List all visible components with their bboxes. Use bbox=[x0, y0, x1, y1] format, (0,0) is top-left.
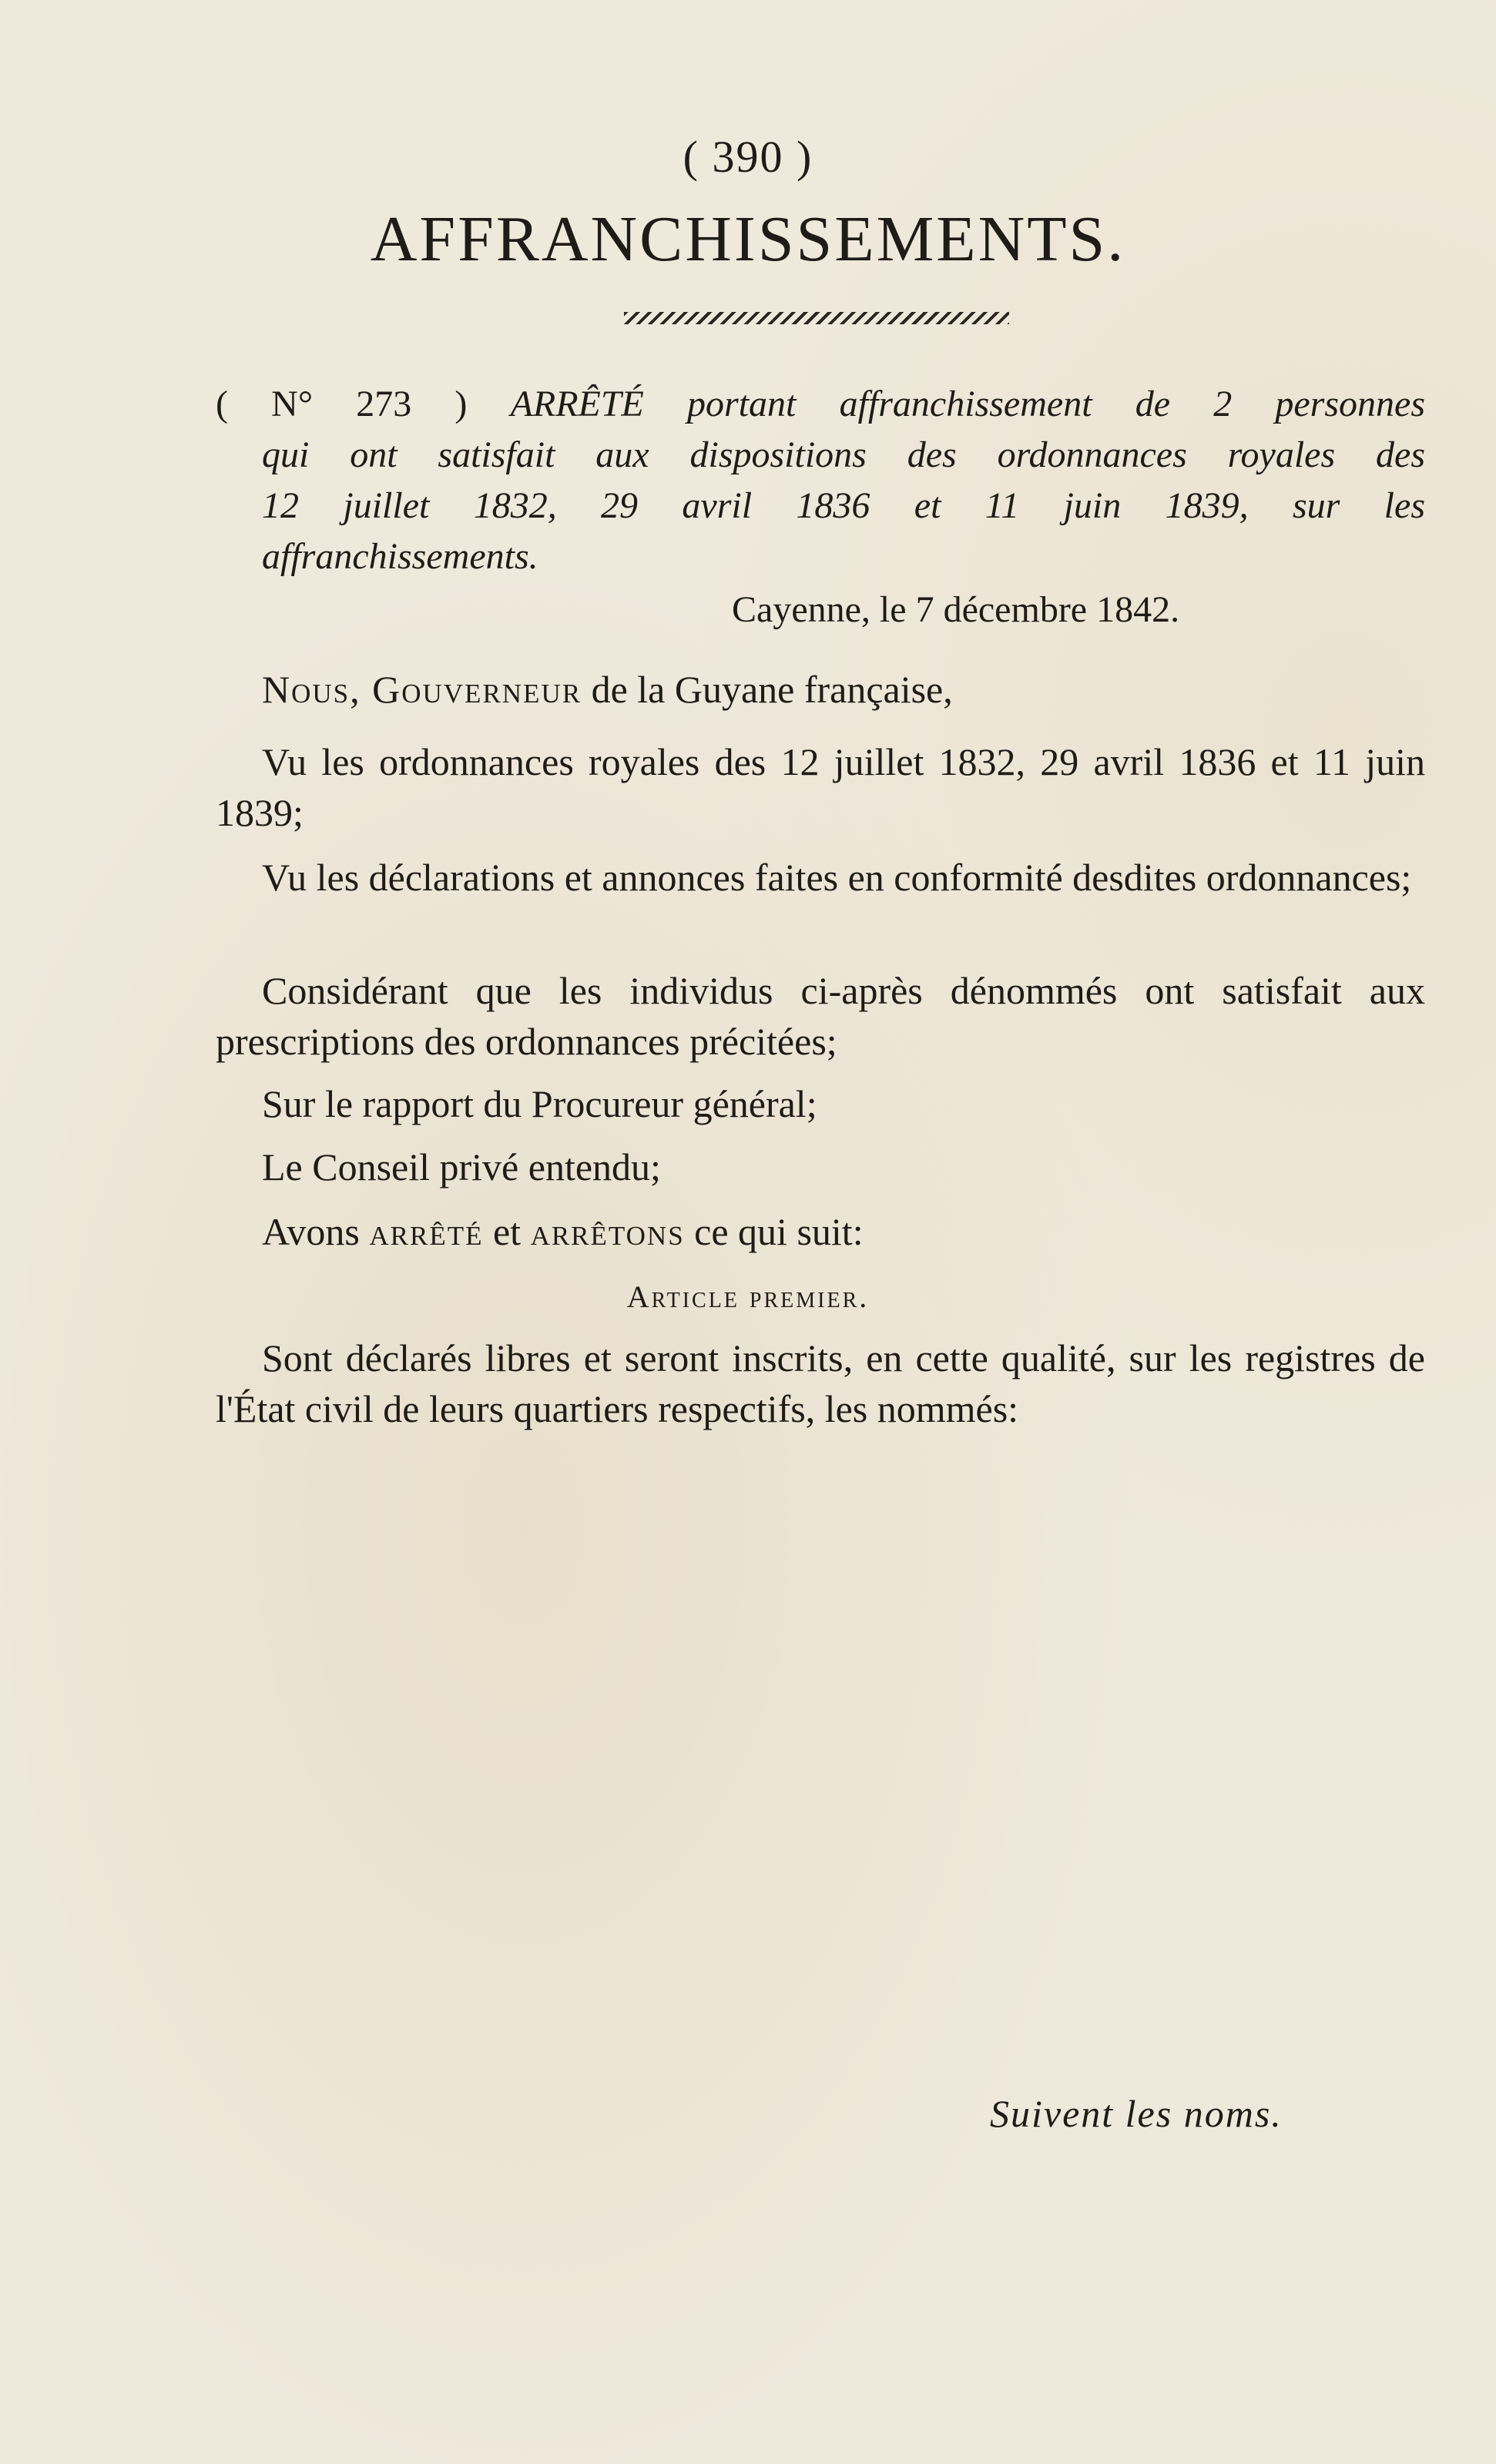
considerant-paragraph bbox=[216, 965, 1425, 1067]
conseil-paragraph bbox=[216, 1141, 1425, 1192]
page-number: ( 390 ) bbox=[683, 132, 813, 182]
arrete-title-line-4: affranchissements. bbox=[262, 536, 538, 577]
article-text: Sont déclarés libres et seront inscrits, en cette qualité, sur les registres de l'État civil de leurs quartiers respectifs, les nommés: bbox=[216, 1336, 1425, 1430]
vu-ordonnances-text: Vu les ordonnances royales des 12 juillet 1832, 29 avril 1836 et 11 juin 1839; bbox=[216, 740, 1425, 834]
vu-ordonnances-paragraph bbox=[216, 736, 1425, 838]
arrete-title-line-1: ARRÊTÉ portant affranchissement de 2 personnes bbox=[510, 384, 1426, 424]
nous-rest: de la Guyane française, bbox=[582, 668, 953, 711]
avons-paragraph bbox=[216, 1206, 1425, 1257]
avons-suffix: ce qui suit: bbox=[684, 1210, 864, 1253]
arrete-title-line-3: 12 juillet 1832, 29 avril 1836 et 11 juin 1839, sur les bbox=[262, 485, 1425, 526]
rapport-paragraph bbox=[216, 1078, 1425, 1129]
avons-prefix: Avons bbox=[262, 1210, 370, 1253]
arrete-title-line-2: qui ont satisfait aux dispositions des ordonnances royales des bbox=[262, 434, 1425, 475]
nous-paragraph bbox=[216, 664, 1425, 715]
nous-gouverneur: Nous, Gouverneur bbox=[262, 668, 582, 711]
article-title: Article premier. bbox=[626, 1279, 870, 1314]
rapport-text: Sur le rapport du Procureur général; bbox=[262, 1082, 817, 1125]
arretons-word: arrêtons bbox=[530, 1210, 685, 1253]
article-paragraph bbox=[216, 1333, 1425, 1434]
suivent-les-noms: Suivent les noms. bbox=[990, 2092, 1283, 2135]
arrete-word: arrêté bbox=[369, 1210, 484, 1253]
arrete-number: ( N° 273 ) bbox=[216, 384, 468, 424]
ornamental-rule bbox=[624, 312, 1009, 324]
vu-declarations-paragraph bbox=[216, 852, 1425, 903]
considerant-text: Considérant que les individus ci-après dénommés ont satisfait aux prescriptions des ordonnances précitées; bbox=[216, 969, 1425, 1063]
dateline: Cayenne, le 7 décembre 1842. bbox=[732, 589, 1180, 630]
conseil-text: Le Conseil privé entendu; bbox=[262, 1145, 661, 1188]
section-heading: AFFRANCHISSEMENTS. bbox=[370, 203, 1126, 275]
arrete-header bbox=[216, 379, 1425, 582]
vu-declarations-text: Vu les déclarations et annonces faites en conformité desdites ordonnances; bbox=[262, 856, 1412, 899]
avons-et: et bbox=[483, 1210, 531, 1253]
